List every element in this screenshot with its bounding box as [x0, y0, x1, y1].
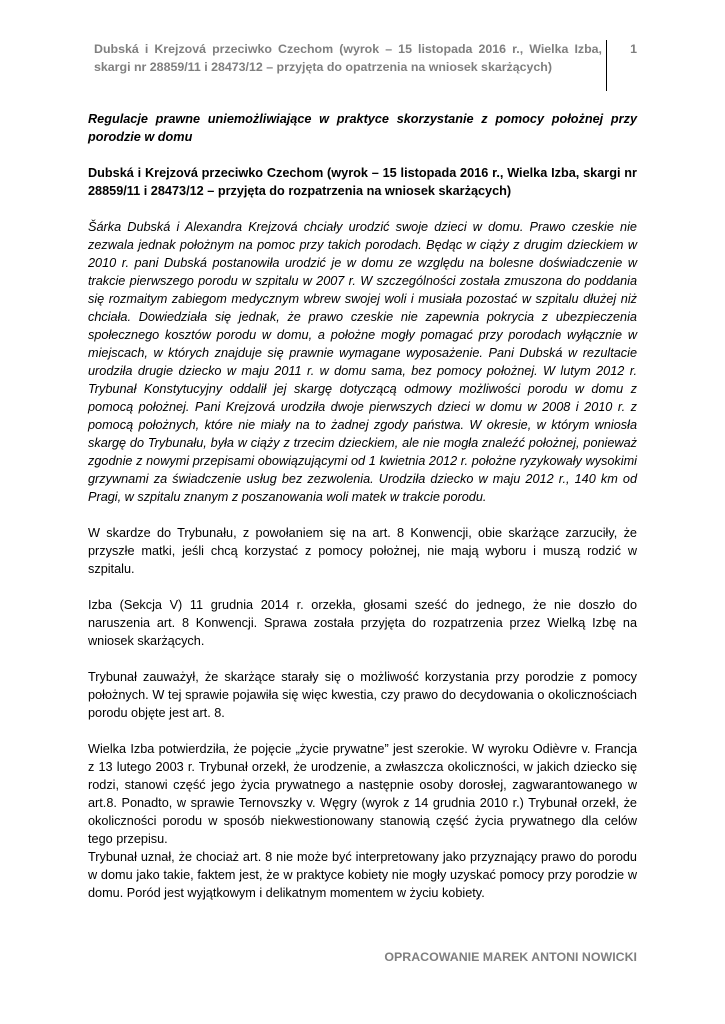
document-subtitle: Regulacje prawne uniemożliwiające w praktyce skorzystanie z pomocy położnej przy porodzie w domu [88, 112, 637, 144]
header-divider [606, 40, 607, 91]
paragraph-court-note: Trybunał zauważył, że skarżące starały się o możliwość korzystania przy porodzie z pomocy położnych. W tej sprawie pojawiła się więc kwestia, czy prawo do decydowania o okolicznościach porodu objęte jest art. 8. [88, 670, 637, 720]
paragraph-court-finding: Trybunał uznał, że chociaż art. 8 nie może być interpretowany jako przyznający prawo do porodu w domu jako takie, faktem jest, że w praktyce kobiety nie mogły uzyskać pomocy przy porodzie w domu. Poród jest wyjątkowym i delikatnym momentem w życiu kobiety. [88, 850, 637, 900]
paragraph-grand-chamber: Wielka Izba potwierdziła, że pojęcie „życie prywatne” jest szerokie. W wyroku Odièvre v. Francja z 13 lutego 2003 r. Trybunał orzekł, że urodzenie, a zwłaszcza okoliczności, w jakich dziecko się rodzi, stanowi część jego życia prywatnego a następnie osoby dorosłej, zagwarantowanego w art.8. Ponadto, w sprawie Ternovszky v. Węgry (wyrok z 14 grudnia 2010 r.) Trybunał orzekł, że okoliczności porodu w sposób niekwestionowany stanowią część życia prywatnego dla celów tego przepisu. [88, 742, 637, 846]
page-number: 1 [630, 42, 637, 56]
document-body [88, 110, 637, 902]
page-footer: OPRACOWANIE MAREK ANTONI NOWICKI [384, 950, 637, 964]
paragraph-complaint: W skardze do Trybunału, z powołaniem się na art. 8 Konwencji, obie skarżące zarzuciły, że przyszłe matki, jeśli chcą korzystać z pomocy położnej, nie mają wyboru i muszą rodzić w szpitalu. [88, 526, 637, 576]
running-header: Dubská i Krejzová przeciwko Czechom (wyrok – 15 listopada 2016 r., Wielka Izba, skargi nr 28859/11 i 28473/12 – przyjęta do opatrzenia na wniosek skarżących) [94, 42, 602, 74]
paragraph-facts: Šárka Dubská i Alexandra Krejzová chciały urodzić swoje dzieci w domu. Prawo czeskie nie zezwala jednak położnym na pomoc przy takich porodach. Będąc w ciąży z drugim dzieckiem w 2010 r. pani Dubská postanowiła urodzić je w domu ze względu na bolesne doświadczenie w trakcie pierwszego porodu w szpitalu w 2007 r. W szczególności została zmuszona do poddania się rozmaitym zabiegom medycznym wbrew swojej woli i musiała pozostać w szpitalu dłużej niż chciała. Dowiedziała się jednak, że prawo czeskie nie zapewnia pokrycia z ubezpieczenia społecznego kosztów porodu w domu, a położne mogły pomagać przy porodach wyłącznie w miejscach, w których znajduje się prawnie wymagane wyposażenie. Pani Dubská w rezultacie urodziła drugie dziecko w maju 2011 r. w domu sama, bez pomocy położnej. W lutym 2012 r. Trybunał Konstytucyjny oddalił jej skargę dotyczącą odmowy możliwości porodu w domu z pomocą położnej. Pani Krejzová urodziła dwoje pierwszych dzieci w domu w 2008 i 2010 r. z pomocą położnych, które nie miały na to żadnej zgody państwa. W okresie, w którym wniosła skargę do Trybunału, była w ciąży z trzecim dzieckiem, ale nie mogła znaleźć położnej, ponieważ zgodnie z nowymi przepisami obowiązującymi od 1 kwietnia 2012 r. położne ryzykowały wysokimi grzywnami za świadczenie usług bez zezwolenia. Urodziła dziecko w maju 2012 r., 140 km od Pragi, w szpitalu znanym z poszanowania woli matek w trakcie porodu. [88, 220, 637, 504]
case-title: Dubská i Krejzová przeciwko Czechom (wyrok – 15 listopada 2016 r., Wielka Izba, skargi nr 28859/11 i 28473/12 – przyjęta do rozpatrzenia na wniosek skarżących) [88, 166, 637, 198]
paragraph-chamber-ruling: Izba (Sekcja V) 11 grudnia 2014 r. orzekła, głosami sześć do jednego, że nie doszło do naruszenia art. 8 Konwencji. Sprawa została przyjęta do rozpatrzenia przez Wielką Izbę na wniosek skarżących. [88, 598, 637, 648]
